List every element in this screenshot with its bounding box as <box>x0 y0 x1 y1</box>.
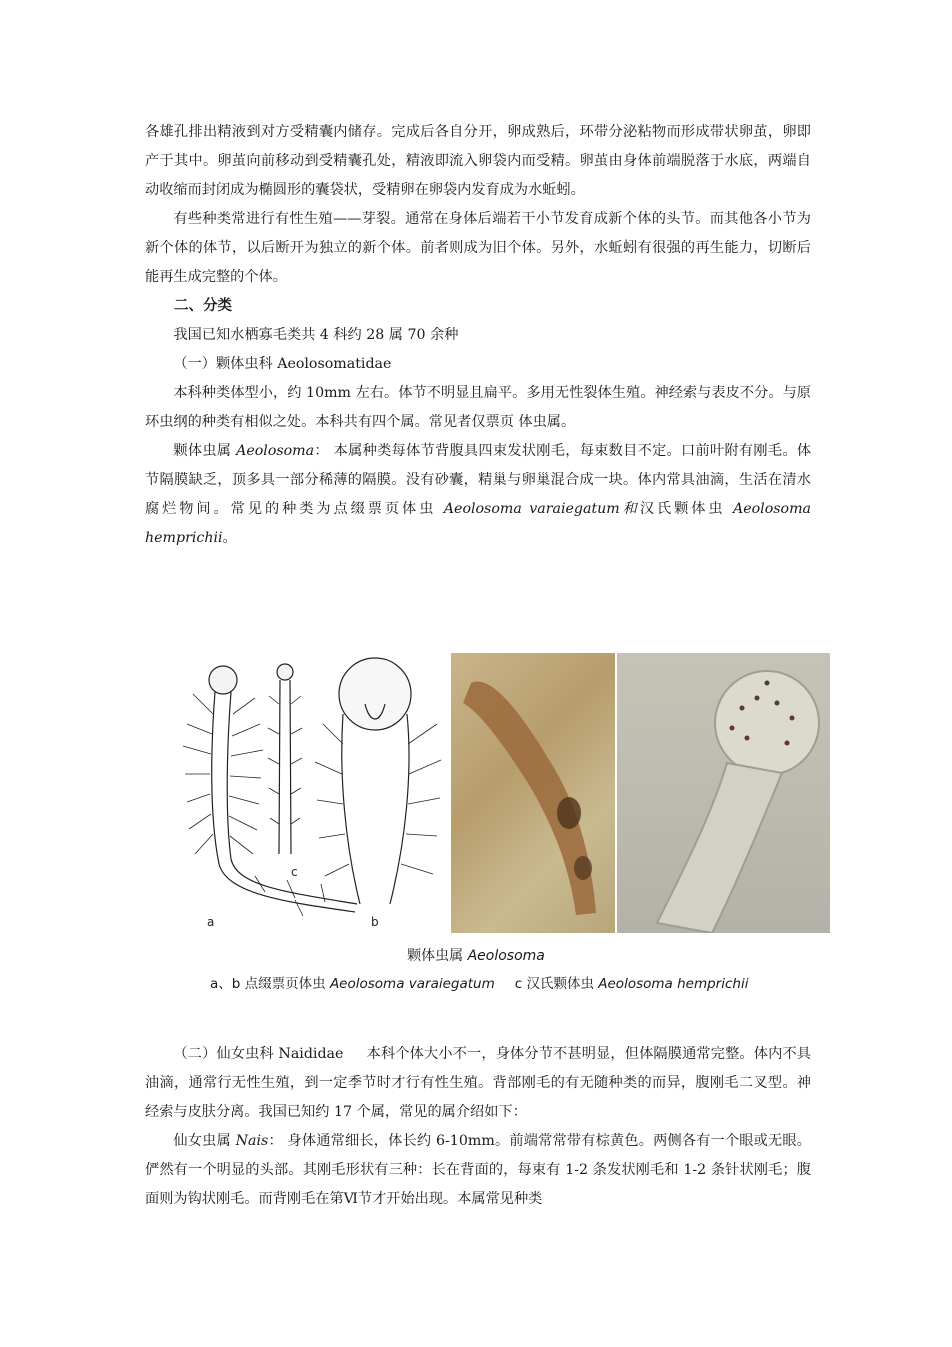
aeolosoma-figure <box>175 650 830 934</box>
paragraph-reproduction: 各雄孔排出精液到对方受精囊内储存。完成后各自分开，卵成熟后，环带分泌粘物而形成带状卵茧，卵即产于其中。卵茧向前移动到受精囊孔处，精液即流入卵袋内而受精。卵茧由身体前端脱落于水底，两端自动收缩而封闭成为椭圆形的囊袋状，受精卵在卵袋内发育成为水蚯蚓。 <box>145 124 811 198</box>
family-description-naididae: （二）仙女虫科 Naididae 本科个体大小不一，身体分节不甚明显，但体隔膜通常完整。体内不具油滴，通常行无性生殖，到一定季节时才行有性生殖。背部刚毛的有无随种类的而异，腹刚毛二叉型。神经索与皮肤分离。我国已知约 17 个属，常见的属介绍如下： <box>145 1046 811 1120</box>
photo-micrograph-1 <box>451 653 615 933</box>
label-b: b <box>371 915 379 929</box>
line-drawing-panel <box>175 654 445 934</box>
worm-photo-2 <box>617 653 830 933</box>
label-a: a <box>207 915 215 929</box>
genus-description-aeolosoma: 颗体虫属 Aeolosoma： 本属种类每体节背腹具四束发状刚毛，每束数目不定。口前叶附有刚毛。体节隔膜缺乏，顶多具一部分稀薄的隔膜。没有砂囊，精巢与卵巢混合成一块。体内常具油滴，生活在清水腐烂物间。常见的种类为点缀票页体虫 Aeolosoma varaiegatum和汉氏颗体虫 Aeolosoma hemprichii。 <box>145 443 812 546</box>
worm-drawings <box>175 654 445 934</box>
label-c: c <box>291 865 298 879</box>
figure-caption-subtitle: a、b 点缀票页体虫 Aeolosoma varaiegatum c 汉氏颗体虫 Aeolosoma hemprichii <box>210 976 749 992</box>
document-body <box>145 118 811 553</box>
section-heading: 二、分类 <box>174 298 232 314</box>
paragraph-budding: 有些种类常进行有性生殖——芽裂。通常在身体后端若干小节发育成新个体的头节。而其他各小节为新个体的体节，以后断开为独立的新个体。前者则成为旧个体。另外，水蚯蚓有很强的再生能力，切断后能再生成完整的个体。 <box>145 211 811 285</box>
photo-micrograph-2 <box>617 653 830 933</box>
worm-photo-1 <box>451 653 615 933</box>
genus-description-nais: 仙女虫属 Nais： 身体通常细长，体长约 6-10mm。前端常常带有棕黄色。两侧各有一个眼或无眼。俨然有一个明显的头部。其刚毛形状有三种：长在背面的，每束有 1-2 条发状刚毛和 1-2 条针状刚毛；腹面则为钩状刚毛。而背刚毛在第Ⅵ节才开始出现。本属常见种类 <box>145 1133 811 1207</box>
family-description-aeolosomatidae: 本科种类体型小，约 10mm 左右。体节不明显且扁平。多用无性裂体生殖。神经索与表皮不分。与原环虫纲的种类有相似之处。本科共有四个属。常见者仅票页 体虫属。 <box>145 385 811 430</box>
family-title-aeolosomatidae: （一）颗体虫科 Aeolosomatidae <box>173 356 392 372</box>
document-body-continued <box>145 1040 811 1214</box>
figure-caption-title: 颗体虫属 Aeolosoma <box>407 948 545 964</box>
classification-intro: 我国已知水栖寡毛类共 4 科约 28 属 70 余种 <box>173 327 459 343</box>
